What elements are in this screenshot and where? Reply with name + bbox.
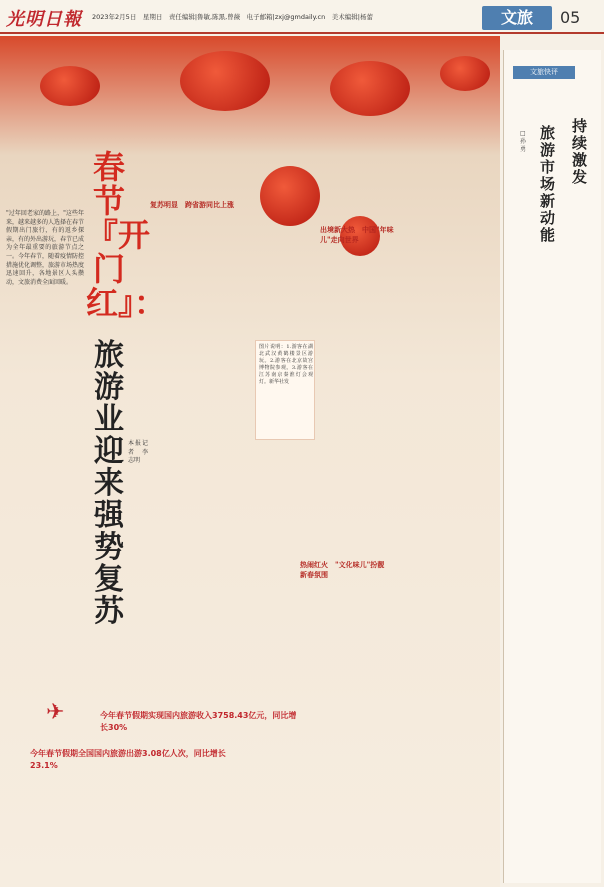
issue-meta: 2023年2月5日 星期日 责任编辑|鲁敏,陈黑,曾薇 电子邮箱|zxj@gmdaily.cn 美术编辑|杨蕾 xyxy=(92,13,373,21)
photo-caption: 图片说明：1.游客在湖北武汉黄鹤楼景区游玩。2.游客在北京故宫博物院参观。3.游客在江苏南京秦淮灯会观灯。新华社发 xyxy=(259,344,313,385)
section-heading-2: 出境新大热 中国"年味儿"走向世界 xyxy=(320,225,394,244)
column-title-1: 持续激发 xyxy=(572,117,588,186)
airplane-icon: ✈ xyxy=(46,700,65,725)
section-heading-3: 热闹红火 "文化味儿"扮靓新春氛围 xyxy=(300,560,385,579)
headline: 春节『开门红』： xyxy=(86,148,167,322)
lantern-icon xyxy=(40,66,100,106)
column-author: □ 孙勇 xyxy=(520,130,527,153)
byline: 本报记者 李志明 xyxy=(128,440,148,465)
column-tag: 文旅快评 xyxy=(513,66,575,79)
lantern-icon xyxy=(180,51,270,111)
lantern-icon xyxy=(440,56,490,91)
photo-caption-box xyxy=(255,340,315,440)
lantern-icon xyxy=(260,166,320,226)
headline-sub: 旅游业迎来强势复苏 xyxy=(94,338,124,629)
stat-trips: 今年春节假期全国国内旅游出游3.08亿人次，同比增长23.1% xyxy=(30,749,226,770)
intro-text: "过年回老家的路上，"这些年来，越来越多的人选择在春节假期出门旅行，有的返乡探亲，有的外出游玩，春节已成为全年最重要的旅游节点之一。今年春节，随着疫情防控措施优化调整，旅游市场热度迅速回升，各地景区人头攒动，文旅消费全面回暖。 xyxy=(6,210,85,286)
column-title-2: 旅游市场新动能 xyxy=(540,124,556,244)
section-label: 文旅 xyxy=(482,6,552,30)
masthead xyxy=(0,0,604,34)
lantern-icon xyxy=(330,61,410,116)
stat-revenue: 今年春节假期实现国内旅游收入3758.43亿元，同比增长30% xyxy=(100,711,297,732)
newspaper-logo: 光明日報 xyxy=(6,9,82,30)
page-number: 05 xyxy=(560,8,581,27)
section-heading-1: 复苏明显 跨省游同比上涨 xyxy=(150,200,234,209)
